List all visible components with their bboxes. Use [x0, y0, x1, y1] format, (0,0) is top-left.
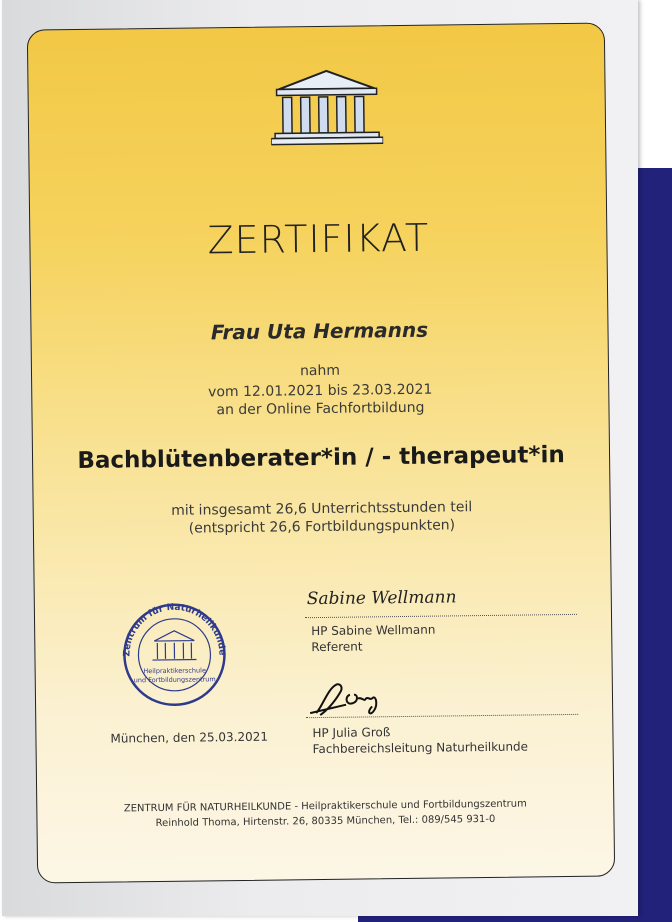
certificate — [27, 23, 615, 884]
signature-line — [305, 614, 577, 618]
footer-line-2: Reinhold Thoma, Hirtenstr. 26, 80335 München, Tel.: 089/545 931-0 — [155, 813, 496, 830]
signer-name: HP Sabine Wellmann — [311, 622, 436, 639]
paper-sheet — [2, 0, 638, 916]
signer-name: HP Julia Groß — [312, 725, 391, 741]
text-dates: vom 12.01.2021 bis 23.03.2021 — [208, 381, 433, 401]
stamp-text-top: Zentrum für Naturheilkunde — [122, 602, 227, 657]
text-hours: mit insgesamt 26,6 Unterrichtsstunden teil — [171, 499, 473, 519]
text-online-course: an der Online Fachfortbildung — [216, 399, 425, 419]
text-points: (entspricht 26,6 Fortbildungspunkten) — [188, 517, 456, 537]
issue-date: München, den 25.03.2021 — [110, 729, 269, 746]
certificate-title: ZERTIFIKAT — [207, 215, 430, 263]
text-nahm: nahm — [299, 362, 341, 380]
signer-role: Referent — [311, 639, 363, 655]
stamp-text-line2: und Fortbildungszentrum — [133, 675, 216, 685]
recipient-name: Frau Uta Hermanns — [210, 317, 429, 345]
course-title: Bachblütenberater*in / - therapeut*in — [77, 442, 565, 474]
footer-line-1: ZENTRUM FÜR NATURHEILKUNDE - Heilpraktikerschule und Fortbildungszentrum — [123, 798, 527, 815]
school-stamp — [109, 596, 240, 708]
footer — [37, 795, 613, 832]
signature-wellmann: Sabine Wellmann — [306, 587, 457, 610]
temple-logo-icon — [270, 66, 383, 147]
signer-role: Fachbereichsleitung Naturheilkunde — [312, 739, 529, 757]
stamp-text-line1: Heilpraktikerschule — [143, 666, 207, 676]
signature-gross — [306, 676, 397, 721]
